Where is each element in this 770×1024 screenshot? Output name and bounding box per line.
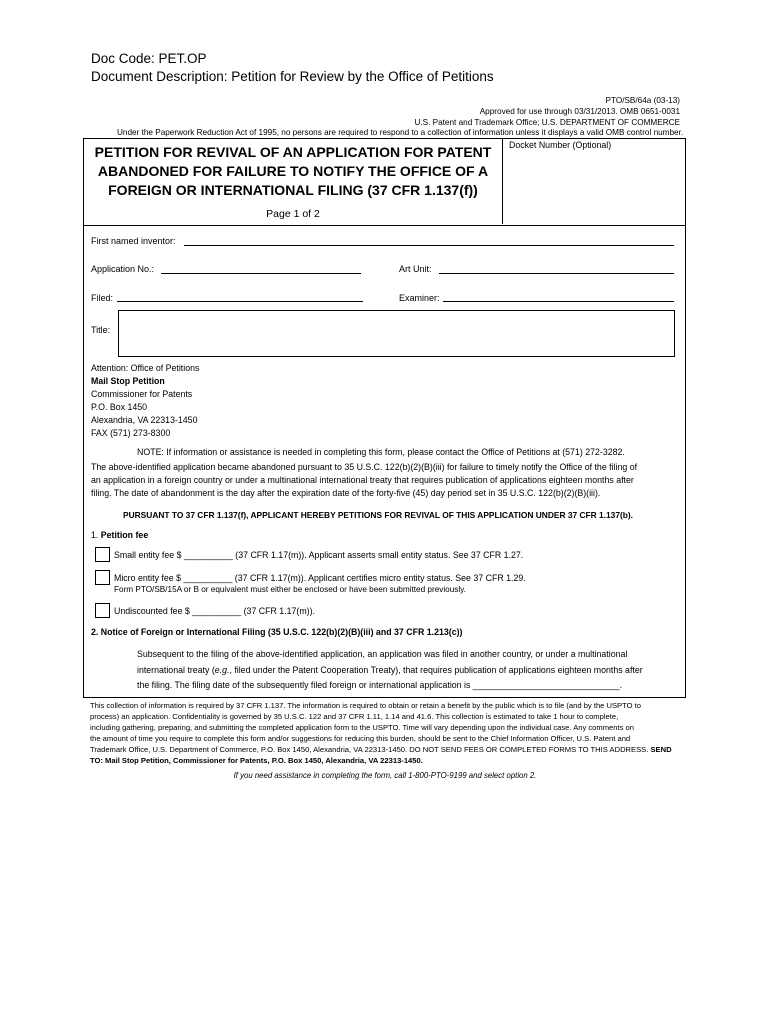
first-inventor-input[interactable] xyxy=(184,245,674,246)
burden-line: including gathering, preparing, and submitting the completed application form to the USPTO. Time will vary depending upon the individual case. Any comments on xyxy=(90,723,634,732)
undiscounted-checkbox[interactable] xyxy=(95,603,110,618)
doc-code: Doc Code: PET.OP xyxy=(91,51,207,66)
burden-statement xyxy=(90,700,690,766)
send-label: SEND xyxy=(650,745,672,754)
note-text: NOTE: If information or assistance is needed in completing this form, please contact the Office of Petitions at (571) 272-3282. xyxy=(137,447,625,457)
city-line: Alexandria, VA 22313-1450 xyxy=(91,415,198,425)
application-no-input[interactable] xyxy=(161,273,361,274)
title-line-2: ABANDONED FOR FAILURE TO NOTIFY THE OFFICE OF A xyxy=(97,163,489,179)
burden-line: the amount of time you require to complete this form and/or suggestions for reducing this burden, should be sent to the Chief Information Officer, U.S. Patent and xyxy=(90,734,631,743)
foreign-line-2a: international treaty ( xyxy=(137,664,215,675)
small-entity-fee-text: Small entity fee $ __________ (37 CFR 1.17(m)). Applicant asserts small entity status. See 37 CFR 1.27. xyxy=(114,550,524,560)
title-line-1: PETITION FOR REVIVAL OF AN APPLICATION FOR PATENT xyxy=(94,144,492,160)
send-to-line: TO: Mail Stop Petition, Commissioner for Patents, P.O. Box 1450, Alexandria, VA 22313-1450. xyxy=(90,756,423,765)
burden-line: process) an application. Confidentiality is governed by 35 U.S.C. 122 and 37 CFR 1.11, 1.14 and 41.6. This collection is estimated to take 1 hour to complete, xyxy=(90,712,619,721)
burden-line: This collection of information is required by 37 CFR 1.137. The information is required to obtain or retain a benefit by the public which is to file (and by the USPTO to xyxy=(90,701,641,710)
title-input[interactable] xyxy=(118,310,675,357)
examiner-label: Examiner: xyxy=(399,293,440,303)
small-entity-checkbox[interactable] xyxy=(95,547,110,562)
form-number: PTO/SB/64a (03-13) xyxy=(605,96,680,105)
page-label: Page 1 of 2 xyxy=(266,208,320,220)
filed-input[interactable] xyxy=(117,301,363,302)
office-name: U.S. Patent and Trademark Office; U.S. DEPARTMENT OF COMMERCE xyxy=(414,118,680,127)
mail-stop-line: Mail Stop Petition xyxy=(91,376,165,386)
form-frame xyxy=(83,138,686,698)
foreign-line-1: Subsequent to the filing of the above-identified application, an application was filed in another country, or under a multinational xyxy=(137,649,628,659)
paragraph-line: filing. The date of abandonment is the day after the expiration date of the forty-five (45) day period set in 35 U.S.C. 122(b)(2)(B)(iii). xyxy=(91,488,601,498)
first-inventor-label: First named inventor: xyxy=(91,236,176,246)
filed-label: Filed: xyxy=(91,293,114,303)
paragraph-line: The above-identified application became abandoned pursuant to 35 U.S.C. 122(b)(2)(B)(iii) for failure to timely notify the Office of the filing of xyxy=(91,462,638,472)
micro-entity-note: Form PTO/SB/15A or B or equivalent must either be enclosed or have been submitted previously. xyxy=(114,585,466,594)
title-label: Title: xyxy=(91,325,111,335)
undiscounted-fee-text: Undiscounted fee $ __________ (37 CFR 1.17(m)). xyxy=(114,606,315,616)
burden-line xyxy=(90,744,690,755)
section-1-title: Petition fee xyxy=(100,530,149,540)
commissioner-line: Commissioner for Patents xyxy=(91,389,193,399)
art-unit-label: Art Unit: xyxy=(399,264,432,274)
docket-label: Docket Number (Optional) xyxy=(509,140,612,150)
section-2-heading: 2. Notice of Foreign or International Filing (35 U.S.C. 122(b)(2)(B)(iii) and 37 CFR 1.213(c)) xyxy=(91,627,463,637)
burden-line-5a: Trademark Office, U.S. Department of Commerce, P.O. Box 1450, Alexandria, VA 22313-1450. DO NOT SEND FEES OR COMPLETED FORMS TO THIS ADDRESS. xyxy=(90,745,649,754)
paragraph-line: an application in a foreign country or under a multinational international treaty that requires publication of applications eighteen months after xyxy=(91,475,634,485)
section-1-number: 1. xyxy=(91,530,99,540)
micro-entity-fee-text: Micro entity fee $ __________ (37 CFR 1.17(m)). Applicant certifies micro entity status. See 37 CFR 1.29. xyxy=(114,573,526,583)
fax-line: FAX (571) 273-8300 xyxy=(91,428,171,438)
assistance-note: If you need assistance in completing the form, call 1-800-PTO-9199 and select option 2. xyxy=(233,771,537,780)
section-1-heading xyxy=(91,529,148,542)
paperwork-notice: Under the Paperwork Reduction Act of 1995, no persons are required to respond to a collection of information unless it displays a valid OMB control number. xyxy=(117,128,684,137)
attention-line: Attention: Office of Petitions xyxy=(91,363,200,373)
pursuant-statement: PURSUANT TO 37 CFR 1.137(f), APPLICANT HEREBY PETITIONS FOR REVIVAL OF THIS APPLICATION UNDER 37 CFR 1.137(b). xyxy=(123,510,634,520)
docket-number-field[interactable] xyxy=(502,139,685,224)
foreign-filing-date-field[interactable]: the filing. The filing date of the subsequently filed foreign or international application is ______________________________. xyxy=(137,680,623,690)
form-title xyxy=(84,143,502,224)
micro-entity-checkbox[interactable] xyxy=(95,570,110,585)
po-box-line: P.O. Box 1450 xyxy=(91,402,148,412)
foreign-line-2 xyxy=(137,663,682,679)
art-unit-input[interactable] xyxy=(439,273,674,274)
abandonment-paragraph xyxy=(91,461,681,500)
title-line-3: FOREIGN OR INTERNATIONAL FILING (37 CFR 1.137(f)) xyxy=(108,182,478,198)
title-row xyxy=(84,139,685,226)
foreign-line-2b: , filed under the Patent Cooperation Treaty), that requires publication of applications eighteen months after xyxy=(229,664,643,675)
foreign-filing-paragraph xyxy=(137,647,682,694)
address-block xyxy=(91,362,199,440)
doc-description: Document Description: Petition for Review by the Office of Petitions xyxy=(91,69,494,84)
omb-approval: Approved for use through 03/31/2013. OMB 0651-0031 xyxy=(479,107,680,116)
examiner-input[interactable] xyxy=(443,301,674,302)
eg-text: e.g. xyxy=(214,664,230,675)
application-no-label: Application No.: xyxy=(91,264,155,274)
